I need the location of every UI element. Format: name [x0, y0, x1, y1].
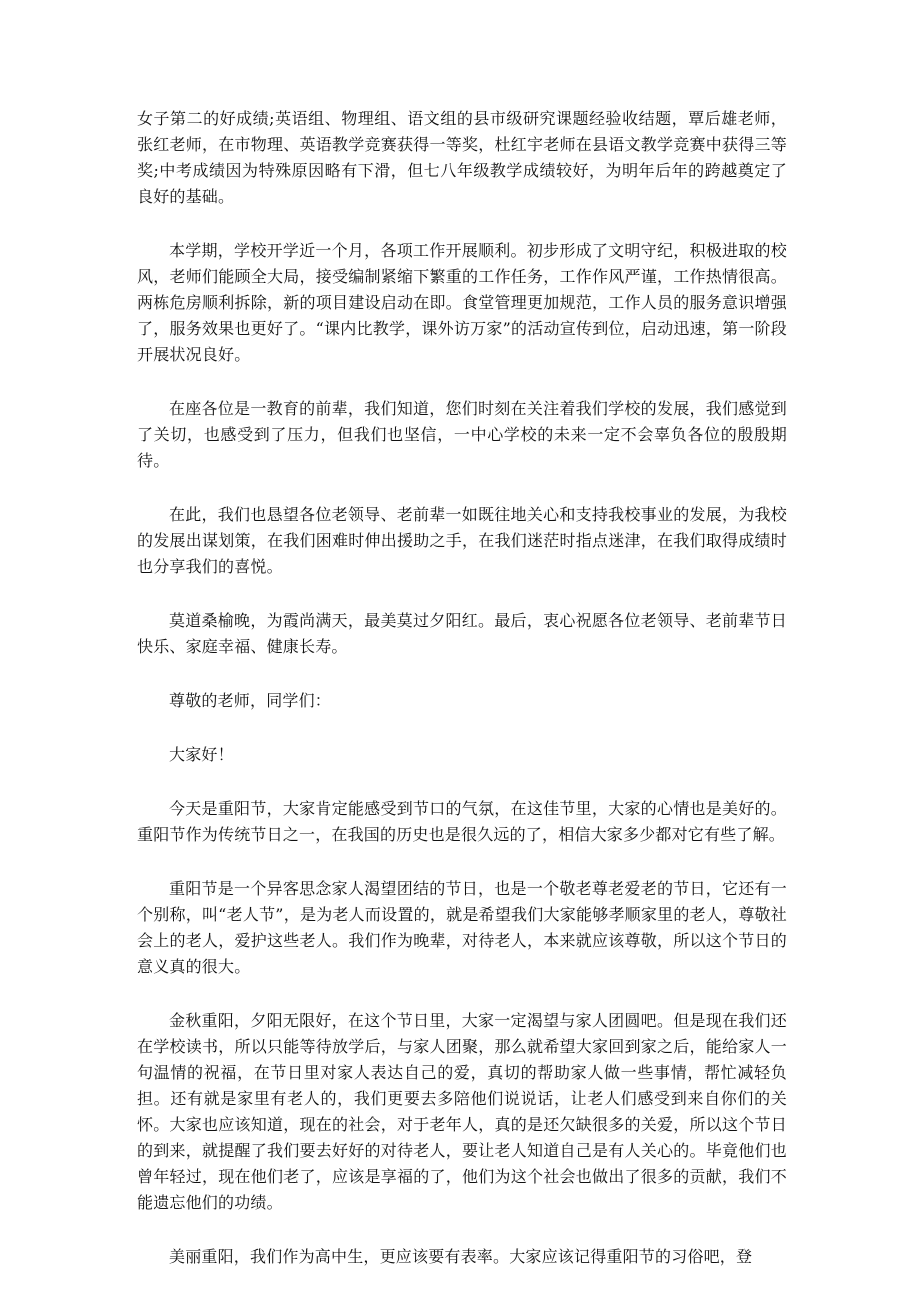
- paragraph: 本学期，学校开学近一个月，各项工作开展顺利。初步形成了文明守纪，积极进取的校风，老师们能顾全大局，接受编制紧缩下繁重的工作任务，工作作风严谨，工作热情很高。两栋危房顺利拆除，新的项目建设启动在即。食堂管理更加规范，工作人员的服务意识增强了，服务效果也更好了。“课内比教学，课外访万家”的活动宣传到位，启动迅速，第一阶段开展状况良好。: [137, 241, 787, 364]
- document-body: [137, 106, 787, 1298]
- greeting: 大家好！: [169, 745, 234, 764]
- paragraph-truncated: 美丽重阳，我们作为高中生，更应该要有表率。大家应该记得重阳节的习俗吧，登: [169, 1247, 753, 1266]
- paragraph: 重阳节是一个异客思念家人渴望团结的节日，也是一个敬老尊老爱老的节日，它还有一个别称，叫“老人节”，是为老人而设置的，就是希望我们大家能够孝顺家里的老人，尊敬社会上的老人，爱护这些老人。我们作为晚辈，对待老人，本来就应该尊敬，所以这个节日的意义真的很大。: [137, 879, 787, 976]
- salutation: 尊敬的老师，同学们：: [169, 691, 332, 710]
- paragraph-continued: 女子第二的好成绩;英语组、物理组、语文组的县市级研究课题经验收结题，覃后雄老师，张红老师，在市物理、英语教学竞赛获得一等奖，杜红宇老师在县语文教学竞赛中获得三等奖;中考成绩因为特殊原因略有下滑，但七八年级教学成绩较好，为明年后年的跨越奠定了良好的基础。: [137, 109, 787, 206]
- paragraph: 金秋重阳，夕阳无限好，在这个节日里，大家一定渴望与家人团圆吧。但是现在我们还在学校读书，所以只能等待放学后，与家人团聚，那么就希望大家回到家之后，能给家人一句温情的祝福，在节日里对家人表达自己的爱，真切的帮助家人做一些事情，帮忙减轻负担。还有就是家里有老人的，我们更要去多陪他们说说话，让老人们感受到来自你们的关怀。大家也应该知道，现在的社会，对于老年人，真的是还欠缺很多的关爱，所以这个节日的到来，就提醒了我们要去好好的对待老人，要让老人知道自己是有人关心的。毕竟他们也曾年轻过，现在他们老了，应该是享福的了，他们为这个社会也做出了很多的贡献，我们不能遗忘他们的功绩。: [137, 1011, 787, 1212]
- paragraph: 在座各位是一教育的前辈，我们知道，您们时刻在关注着我们学校的发展，我们感觉到了关切，也感受到了压力，但我们也坚信，一中心学校的未来一定不会辜负各位的殷殷期待。: [137, 399, 787, 470]
- paragraph: 今天是重阳节，大家肯定能感受到节口的气氛，在这佳节里，大家的心情也是美好的。重阳节作为传统节日之一，在我国的历史也是很久远的了，相信大家多少都对它有些了解。: [137, 799, 787, 844]
- paragraph: 莫道桑榆晚，为霞尚满天，最美莫过夕阳红。最后，衷心祝愿各位老领导、老前辈节日快乐、家庭幸福、健康长寿。: [137, 611, 787, 656]
- paragraph: 在此，我们也恳望各位老领导、老前辈一如既往地关心和支持我校事业的发展，为我校的发展出谋划策，在我们困难时伸出援助之手，在我们迷茫时指点迷津，在我们取得成绩时也分享我们的喜悦。: [137, 505, 787, 576]
